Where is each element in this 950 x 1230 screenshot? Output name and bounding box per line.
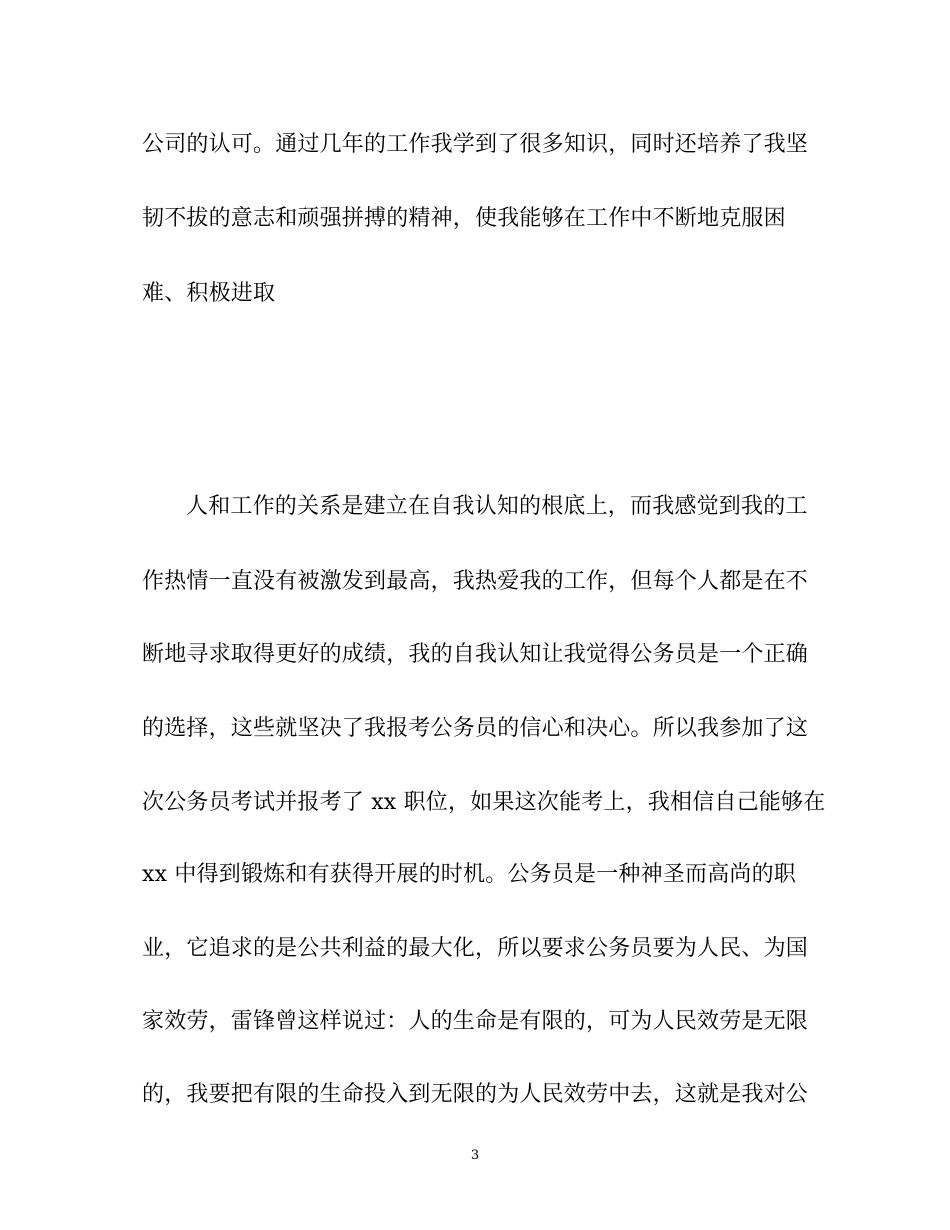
paragraph-1-line-2: 韧不拔的意志和顽强拼搏的精神，使我能够在工作中不断地克服困 (142, 206, 786, 231)
paragraph-2-line-6: xx 中得到锻炼和有获得开展的时机。公务员是一种神圣而高尚的职 (142, 862, 797, 887)
paragraph-1-line-3: 难、积极进取 (142, 281, 276, 306)
paragraph-2-line-7: 业，它追求的是公共利益的最大化，所以要求公务员要为人民、为国 (142, 936, 809, 961)
paragraph-2-line-9: 的，我要把有限的生命投入到无限的为人民效劳中去，这就是我对公 (142, 1082, 809, 1107)
paragraph-1-line-1: 公司的认可。通过几年的工作我学到了很多知识，同时还培养了我坚 (142, 132, 809, 157)
page-number: 3 (470, 1148, 480, 1163)
paragraph-2-line-2: 作热情一直没有被激发到最高，我热爱我的工作，但每个人都是在不 (142, 569, 809, 594)
paragraph-2-line-5: 次公务员考试并报考了 xx 职位，如果这次能考上，我相信自己能够在 (142, 790, 826, 815)
paragraph-2-line-3: 断地寻求取得更好的成绩，我的自我认知让我觉得公务员是一个正确 (142, 642, 809, 667)
paragraph-2-line-4: 的选择，这些就坚决了我报考公务员的信心和决心。所以我参加了这 (142, 716, 809, 741)
paragraph-2-line-1: 人和工作的关系是建立在自我认知的根底上，而我感觉到我的工 (186, 494, 808, 519)
paragraph-2-line-8: 家效劳，雷锋曾这样说过：人的生命是有限的，可为人民效劳是无限 (142, 1009, 809, 1034)
